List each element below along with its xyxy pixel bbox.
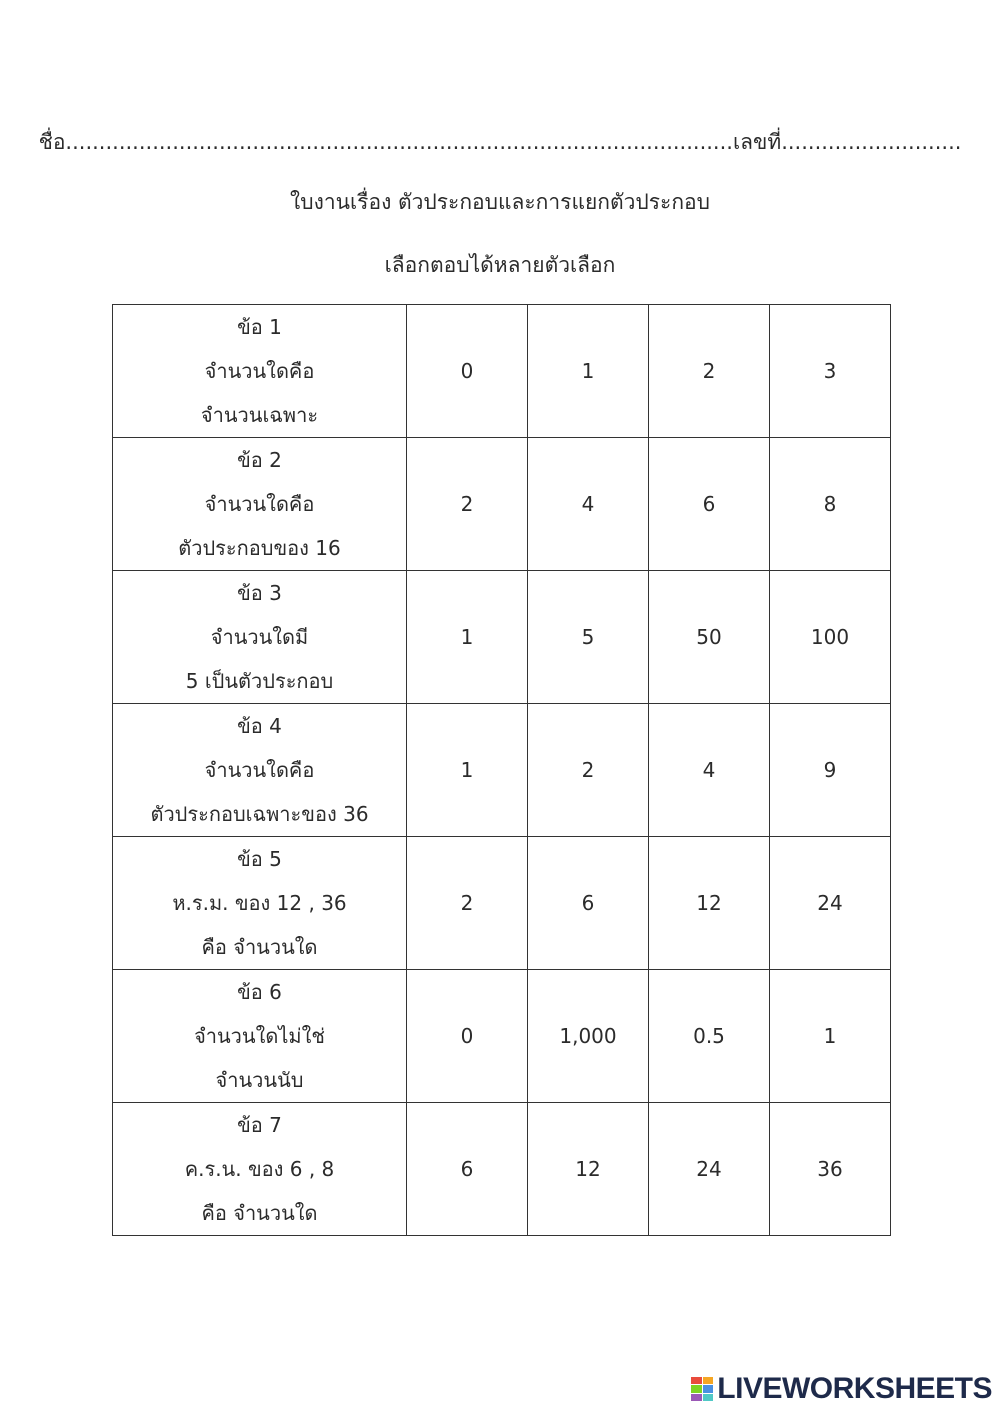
question-line: ข้อ 7 [237,1113,282,1137]
question-line: จำนวนใดไม่ใช่ [194,1024,325,1048]
question-line: จำนวนใดคือ [204,492,315,516]
question-line: ตัวประกอบเฉพาะของ 36 [150,802,369,826]
question-row-3 [113,571,891,704]
answer-option[interactable]: 2 [649,305,770,438]
answer-option[interactable]: 4 [649,704,770,837]
answer-option[interactable]: 0 [407,970,528,1103]
answer-option[interactable]: 2 [407,837,528,970]
question-row-2 [113,438,891,571]
answer-option[interactable]: 12 [649,837,770,970]
answer-option[interactable]: 24 [770,837,891,970]
question-row-4 [113,704,891,837]
question-text-cell [113,305,407,438]
question-table [112,304,891,1236]
liveworksheets-logo-icon [691,1377,713,1401]
answer-option[interactable]: 100 [770,571,891,704]
answer-option[interactable]: 6 [528,837,649,970]
answer-option[interactable]: 2 [407,438,528,571]
answer-option[interactable]: 6 [649,438,770,571]
question-line: ตัวประกอบของ 16 [178,536,341,560]
answer-option[interactable]: 0 [407,305,528,438]
worksheet-instruction: เลือกตอบได้หลายตัวเลือก [384,253,616,277]
question-line: ข้อ 3 [237,581,282,605]
answer-option[interactable]: 1 [407,571,528,704]
liveworksheets-logo [691,1373,992,1405]
question-text-cell [113,438,407,571]
logo-block [703,1394,714,1401]
logo-block [691,1394,702,1401]
question-line: จำนวนเฉพาะ [200,403,319,427]
answer-option[interactable]: 2 [528,704,649,837]
answer-option[interactable]: 3 [770,305,891,438]
answer-option[interactable]: 8 [770,438,891,571]
question-line: คือ จำนวนใด [201,935,318,959]
answer-option[interactable]: 9 [770,704,891,837]
question-line: จำนวนใดมี [210,625,309,649]
answer-option[interactable]: 50 [649,571,770,704]
question-text-cell [113,837,407,970]
logo-block [703,1385,714,1392]
answer-option[interactable]: 5 [528,571,649,704]
question-line: 5 เป็นตัวประกอบ [185,669,334,693]
question-line: ห.ร.ม. ของ 12 , 36 [172,891,347,915]
question-row-6 [113,970,891,1103]
answer-option[interactable]: 1 [528,305,649,438]
question-line: ข้อ 5 [237,847,282,871]
question-line: ข้อ 2 [237,448,282,472]
question-text-cell [113,1103,407,1236]
question-row-1 [113,305,891,438]
answer-option[interactable]: 1,000 [528,970,649,1103]
answer-option[interactable]: 24 [649,1103,770,1236]
question-row-5 [113,837,891,970]
logo-block [691,1377,702,1384]
answer-option[interactable]: 12 [528,1103,649,1236]
logo-block [703,1377,714,1384]
question-line: ข้อ 6 [237,980,282,1004]
question-line: ข้อ 4 [237,714,282,738]
question-text-cell [113,704,407,837]
worksheet-title: ใบงานเรื่อง ตัวประกอบและการแยกตัวประกอบ [290,190,710,214]
name-number-line: ชื่อ....................................................................................................เลขที่........................... [38,130,962,154]
question-line: จำนวนนับ [215,1068,304,1092]
logo-text: LIVEWORKSHEETS [717,1372,992,1405]
answer-option[interactable]: 36 [770,1103,891,1236]
question-line: ข้อ 1 [237,315,282,339]
question-text-cell [113,970,407,1103]
question-text-cell [113,571,407,704]
logo-block [691,1385,702,1392]
question-line: จำนวนใดคือ [204,758,315,782]
answer-option[interactable]: 6 [407,1103,528,1236]
answer-option[interactable]: 4 [528,438,649,571]
question-row-7 [113,1103,891,1236]
answer-option[interactable]: 1 [770,970,891,1103]
question-line: ค.ร.น. ของ 6 , 8 [184,1157,335,1181]
question-line: คือ จำนวนใด [201,1201,318,1225]
question-line: จำนวนใดคือ [204,359,315,383]
answer-option[interactable]: 0.5 [649,970,770,1103]
answer-option[interactable]: 1 [407,704,528,837]
